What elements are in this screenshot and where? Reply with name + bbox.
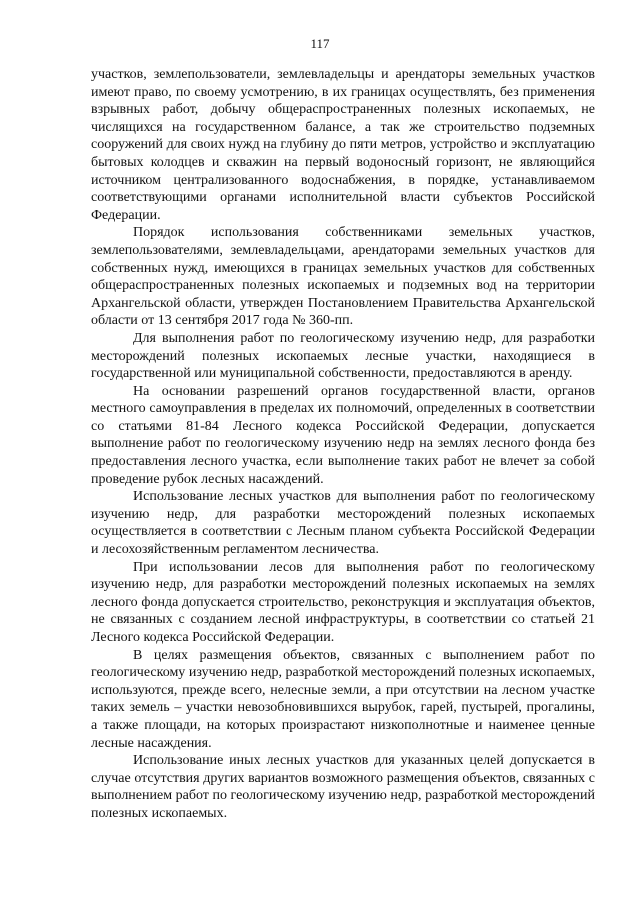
paragraph: участков, землепользователи, землевладельцы и арендаторы земельных участков имеют право, по своему усмотрению, в их границах осуществлять, без применения взрывных работ, добычу общераспространенных полезных ископаемых, не числящихся на государственном балансе, а так же строительство подземных сооружений для своих нужд на глубину до пяти метров, устройство и эксплуатацию бытовых колодцев и скважин на первый водоносный горизонт, не являющийся источником централизованного водоснабжения, в порядке, устанавливаемом соответствующими органами исполнительной власти субъектов Российской Федерации. xyxy=(91,67,595,223)
paragraph: Использование иных лесных участков для указанных целей допускается в случае отсутствия других вариантов возможного размещения объектов, связанных с выполнением работ по геологическому изучению недр, разработкой месторождений полезных ископаемых. xyxy=(91,753,595,821)
paragraph: Для выполнения работ по геологическому изучению недр, для разработки месторождений полезных ископаемых лесные участки, находящиеся в государственной или муниципальной собственности, предоставляются в аренду. xyxy=(91,330,595,382)
paragraph: В целях размещения объектов, связанных с выполнением работ по геологическому изучению недр, разработкой месторождений полезных ископаемых, используются, прежде всего, нелесные земли, а при отсутствии на лесном участке таких земель – участки невозобновившихся вырубок, гарей, пустырей, прогалины, а также площади, на которых произрастают низкополнотные и наименее ценные лесные насаждения. xyxy=(91,647,595,751)
paragraph: Использование лесных участков для выполнения работ по геологическому изучению недр, для разработки месторождений полезных ископаемых осуществляется в соответствии с Лесным планом субъекта Российской Федерации и лесохозяйственным регламентом лесничества. xyxy=(91,489,595,558)
paragraph: На основании разрешений органов государственной власти, органов местного самоуправления в пределах их полномочий, определенных в соответствии со статьями 81-84 Лесного кодекса Российской Федерации, допускается выполнение работ по геологическому изучению недр на землях лесного фонда без предоставления лесного участка, если выполнение таких работ не влечет за собой проведение рубок лесных насаждений. xyxy=(91,383,595,487)
paragraph: Порядок использования собственниками земельных участков, землепользователями, землевладельцами, арендаторами земельных участков для собственных нужд, имеющихся в границах земельных участков для собственных общераспространенных полезных ископаемых и подземных вод на территории Архангельской области, утвержден Постановлением Правительства Архангельской области от 13 сентября 2017 года № 360-пп. xyxy=(91,225,595,329)
paragraph: При использовании лесов для выполнения работ по геологическому изучению недр, для разработки месторождений полезных ископаемых на землях лесного фонда допускается строительство, реконструкция и эксплуатация объектов, не связанных с созданием лесной инфраструктуры, в соответствии со статьей 21 Лесного кодекса Российской Федерации. xyxy=(91,559,595,645)
document-body xyxy=(91,66,595,823)
page-number: 117 xyxy=(310,36,330,51)
